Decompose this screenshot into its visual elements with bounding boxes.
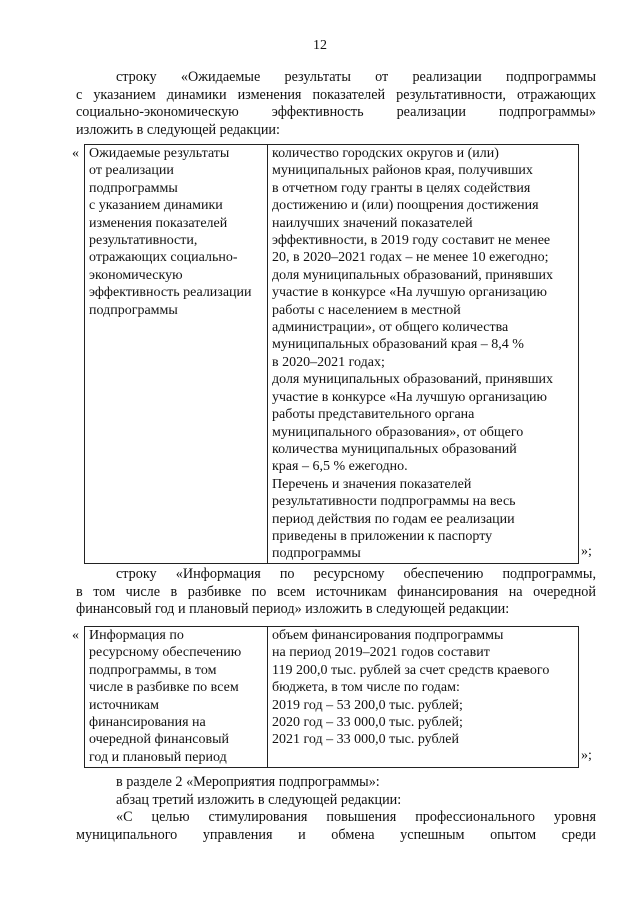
page-number: 12 [313,38,327,53]
table2-left-line: подпрограммы, в том [89,662,217,678]
table1-right-line: участие в конкурсе «На лучшую организацию [272,285,547,301]
table2-left-line: Информация по [89,628,184,643]
table1-right-line: муниципальных районов края, получивших [272,163,533,179]
table2-quote-open: « [72,628,79,643]
table1-right-line: муниципальных образований края – 8,4 % [272,337,524,353]
table1-left-line: подпрограммы [89,180,178,196]
table2-right-line: объем финансирования подпрограммы [272,628,504,643]
table2-left-line: очередной финансовый [89,732,230,748]
table1-right-line: подпрограммы [272,546,361,562]
table2-left-line: финансирования на [89,715,206,731]
funding-value-cell [268,627,579,768]
table1-left-line: отражающих социально- [89,250,238,266]
intro1-line: изложить в следующей редакции: [76,121,280,138]
table1-left-line: эффективность реализации [89,285,252,301]
table2-right-line: бюджета, в том числе по годам: [272,680,460,696]
results-table [84,144,579,564]
table1-right-line: муниципального образования», от общего [272,424,524,440]
table1-left-line: от реализации [89,163,174,179]
table2-right-line: 2019 год – 53 200,0 тыс. рублей; [272,697,463,713]
table1-right-line: участие в конкурсе «На лучшую организацию [272,389,547,405]
intro1-line: строку «Ожидаемые результаты от реализации подпрограммы [116,69,596,85]
results-label-cell [85,145,268,564]
table1-right-line: достижению и (или) поощрения достижения [272,198,539,214]
funding-table [84,626,579,768]
table1-right-line: период действия по годам ее реализации [272,511,515,527]
table1-quote-open: « [72,146,79,161]
table1-left-line: с указанием динамики [89,198,223,214]
table1-quote-close: »; [581,544,592,559]
table1-right-line: приведены в приложении к паспорту [272,528,493,544]
table-row [85,145,579,564]
table1-left-line: изменения показателей [89,215,228,231]
table2-right-line: 2021 год – 33 000,0 тыс. рублей [272,732,459,748]
table1-right-line: 20, в 2020–2021 годах – не менее 10 ежегодно; [272,250,549,266]
table1-right-line: количества муниципальных образований [272,441,517,457]
table1-left-line: Ожидаемые результаты [89,146,230,161]
table1-right-line: количество городских округов и (или) [272,146,499,161]
funding-label-cell [85,627,268,768]
section-text [76,774,596,844]
table1-right-line: доля муниципальных образований, принявших [272,267,553,283]
table2-right-line: 2020 год – 33 000,0 тыс. рублей; [272,715,463,731]
table1-right-line: доля муниципальных образований, принявших [272,372,553,388]
table2-quote-close: »; [581,748,592,763]
results-value-cell [268,145,579,564]
table-row [85,627,579,768]
intro-paragraph-1 [76,69,596,139]
intro1-line: социально-экономическую эффективность реализации подпрограммы» [76,104,596,120]
table1-left-line: подпрограммы [89,302,178,318]
section-line: абзац третий изложить в следующей редакции: [116,791,402,808]
table2-left-line: числе в разбивке по всем [89,680,239,696]
table1-right-line: края – 6,5 % ежегодно. [272,459,408,475]
section-line: муниципального управления и обмена успешным опытом среди [76,826,596,843]
table1-right-line: администрации», от общего количества [272,320,509,336]
section-line: в разделе 2 «Мероприятия подпрограммы»: [116,774,380,790]
intro2-line: финансовый год и плановый период» изложить в следующей редакции: [76,601,510,617]
table1-right-line: Перечень и значения показателей [272,476,472,492]
table2-left-line: год и плановый период [89,749,227,765]
table1-right-line: работы с населением в местной [272,302,461,318]
table1-right-line: эффективности, в 2019 году составит не менее [272,233,551,249]
table1-left-line: результативности, [89,233,198,249]
table1-right-line: в отчетном году гранты в целях содействия [272,180,531,196]
table1-left-line: экономическую [89,267,183,283]
table1-right-line: результативности подпрограммы на весь [272,494,516,510]
intro-paragraph-2 [76,566,596,619]
intro2-line: в том числе в разбивке по всем источникам финансирования на очередной [76,583,596,600]
table2-right-line: 119 200,0 тыс. рублей за счет средств краевого [272,662,550,678]
intro1-line: с указанием динамики изменения показателей результативности, отражающих [76,86,596,103]
table1-right-line: работы представительного органа [272,407,475,423]
table2-left-line: источникам [89,697,159,713]
table1-right-line: наилучших значений показателей [272,215,473,231]
table2-right-line: на период 2019–2021 годов составит [272,645,490,661]
table2-left-line: ресурсному обеспечению [89,645,242,661]
table1-right-line: в 2020–2021 годах; [272,354,385,370]
section-line: «С целью стимулирования повышения профессионального уровня [116,809,596,825]
intro2-line: строку «Информация по ресурсному обеспечению подпрограммы, [116,566,596,582]
